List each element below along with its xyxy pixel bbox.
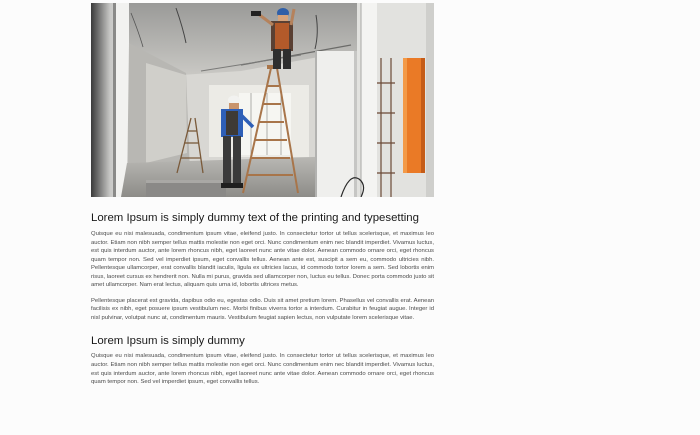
hero-image — [91, 3, 434, 197]
article-paragraph: Pellentesque placerat est gravida, dapibus odio eu, egestas odio. Duis sit amet pretium lorem. Phasellus vel convallis erat. Aenean facilisis ex nibh, eget posuere ipsum vestibulum nec. Morbi finibus viverra tortor a interdum. Curabitur in feugiat augue. Integer id nisl pulvinar, volutpat nunc at, condimentum mauris. Vestibulum feugiat sapien lectus, non vulputate lorem scelerisque vitae. — [91, 297, 434, 321]
article-paragraph: Quisque eu nisi malesuada, condimentum ipsum vitae, eleifend justo. In consectetur tortor ut tellus scelerisque, et maximus leo auctor. Etiam non nibh semper tellus mattis molestie non eget orci. Nunc condimentum enim nec blandit imperdiet. Vivamus luctus, est quis interdum auctor, ante lorem rhoncus nibh, eget laoreet nunc ante vitae dolor. Aenean commodo ornare orci, eget rhoncus quam tempor non. Sed vel imperdiet ipsum, eget convallis tellus. — [91, 353, 434, 386]
article-paragraph: Quisque eu nisi malesuada, condimentum ipsum vitae, eleifend justo. In consectetur tortor ut tellus scelerisque, et maximus leo auctor. Etiam non nibh semper tellus mattis molestie non eget orci. Nunc condimentum enim nec blandit imperdiet. Vivamus luctus, est quis interdum auctor, ante lorem rhoncus nibh, eget laoreet nunc ante vitae dolor. Aenean commodo ornare orci, eget rhoncus quam tempor non. Sed vel imperdiet ipsum, eget convallis tellus. Aenean ante est, suscipit a sem eu, commodo ultricies nibh. Pellentesque ullamcorper, erat convallis blandit iaculis, ligula ex ultricies lacus, id commodo tortor lorem a sem. Sed lobortis enim risus, laoreet cursus ex hendrerit non. Nulla mi purus, gravida sed ullamcorper non, luctus eu tellus. Donec porta commodo justo sit amet ullamcorper. Nam erat lectus, aliquam quis urna id, lobortis ultrices metus. — [91, 231, 434, 289]
article-subheading: Lorem Ipsum is simply dummy — [91, 335, 245, 348]
article — [91, 3, 434, 387]
article-heading: Lorem Ipsum is simply dummy text of the printing and typesetting — [91, 212, 419, 224]
